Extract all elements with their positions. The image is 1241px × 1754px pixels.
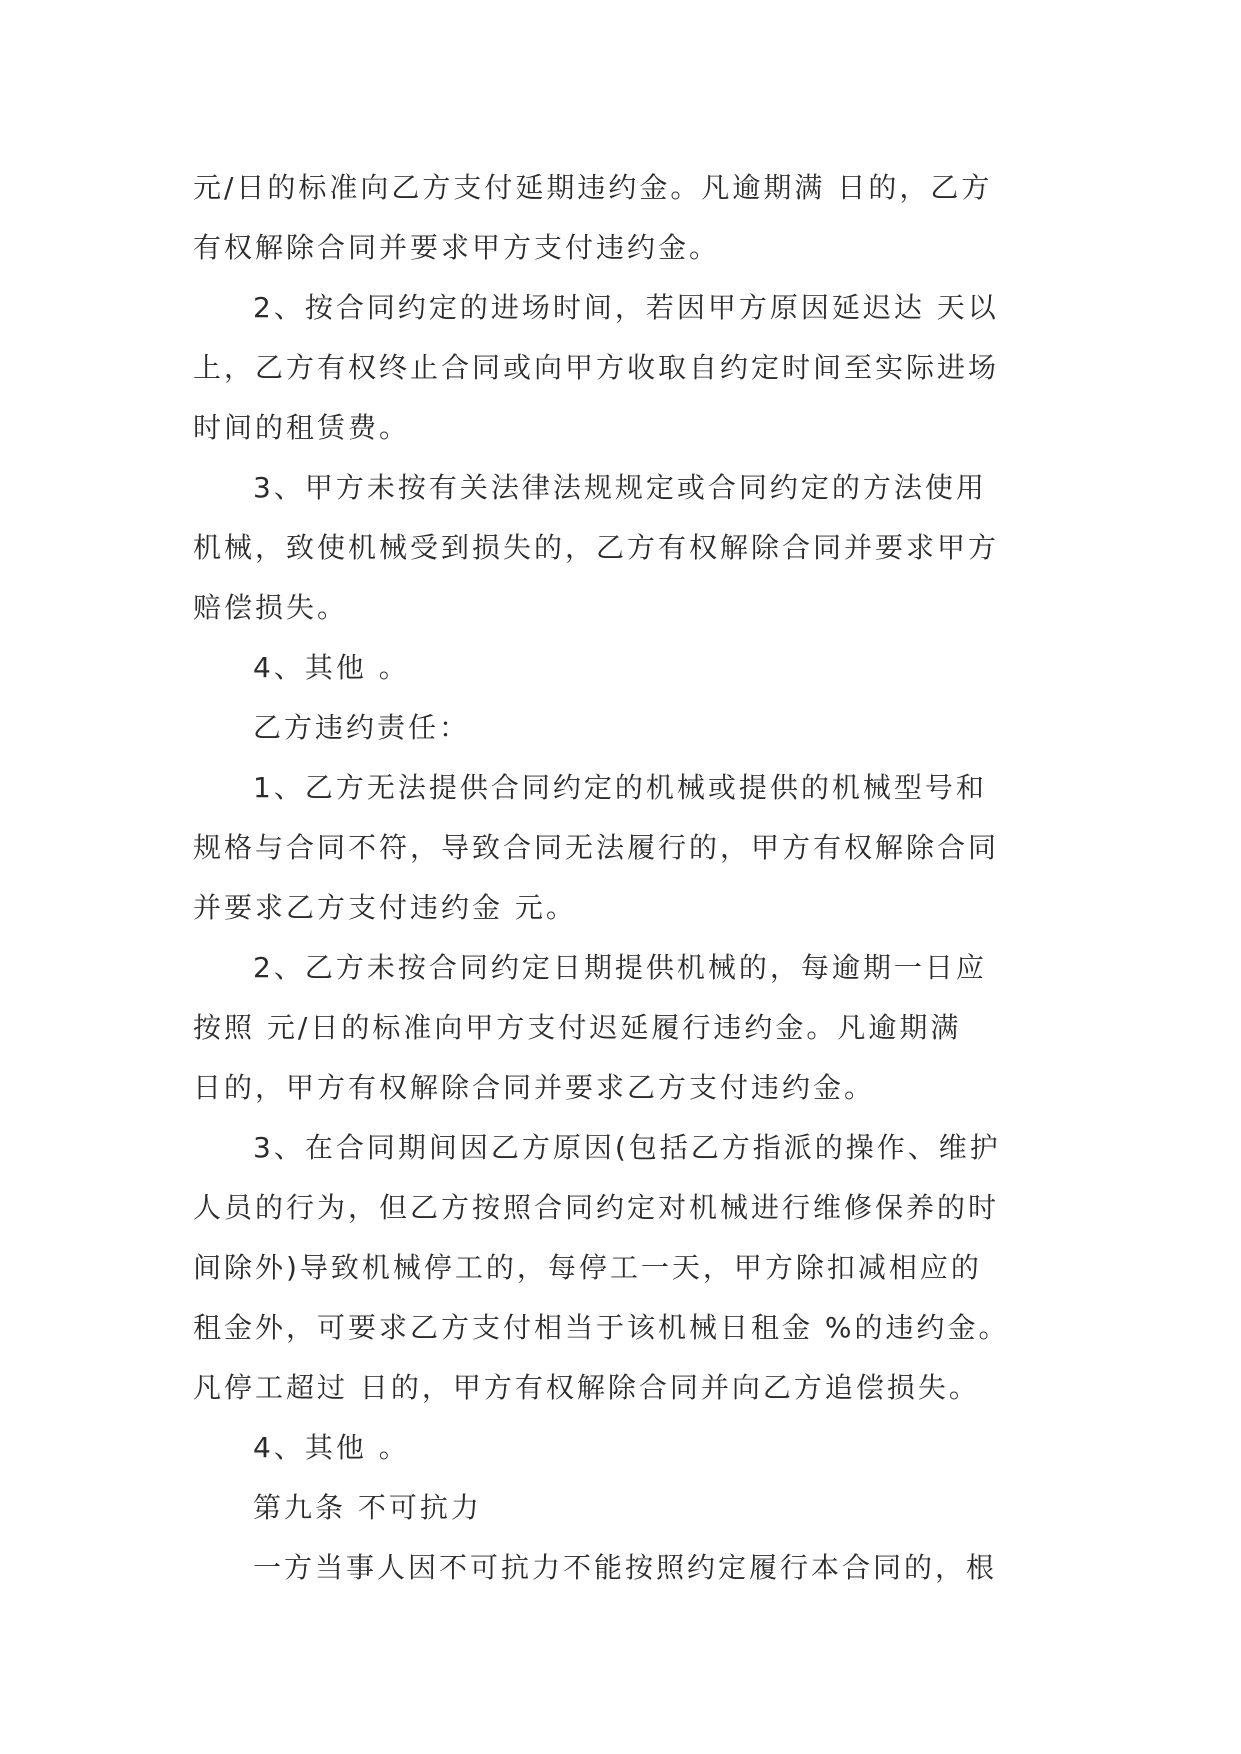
section-heading: 乙方违约责任： — [253, 711, 471, 744]
text-line: 并要求乙方支付违约金 元。 — [193, 891, 577, 924]
text-line: 凡停工超过 日的，甲方有权解除合同并向乙方追偿损失。 — [193, 1371, 980, 1404]
contract-body — [193, 158, 1073, 1598]
text-line: 人员的行为，但乙方按照合同约定对机械进行维修保养的时 — [193, 1191, 1000, 1224]
text-line: 按照 元/日的标准向甲方支付迟延履行违约金。凡逾期满 — [193, 1011, 962, 1044]
text-line: 1、乙方无法提供合同约定的机械或提供的机械型号和 — [253, 771, 987, 804]
text-line: 3、在合同期间因乙方原因(包括乙方指派的操作、维护 — [253, 1131, 1001, 1164]
article-heading: 第九条 不可抗力 — [253, 1491, 482, 1524]
text-line: 上，乙方有权终止合同或向甲方收取自约定时间至实际进场 — [193, 351, 1000, 384]
text-line: 2、按合同约定的进场时间，若因甲方原因延迟达 天以 — [253, 291, 999, 324]
text-line: 间除外)导致机械停工的，每停工一天，甲方除扣减相应的 — [193, 1251, 982, 1284]
text-line: 2、乙方未按合同约定日期提供机械的，每逾期一日应 — [253, 951, 987, 984]
text-line: 赔偿损失。 — [193, 591, 349, 624]
text-line: 4、其他 。 — [253, 651, 410, 684]
text-line: 时间的租赁费。 — [193, 411, 411, 444]
text-line: 3、甲方未按有关法律法规规定或合同约定的方法使用 — [253, 471, 987, 504]
text-line: 有权解除合同并要求甲方支付违约金。 — [193, 231, 721, 264]
text-line: 一方当事人因不可抗力不能按照约定履行本合同的，根 — [253, 1551, 998, 1584]
text-line: 租金外，可要求乙方支付相当于该机械日租金 %的违约金。 — [193, 1311, 1010, 1344]
text-line: 4、其他 。 — [253, 1431, 410, 1464]
text-line: 元/日的标准向乙方支付延期违约金。凡逾期满 日的，乙方 — [193, 171, 993, 204]
text-line: 日的，甲方有权解除合同并要求乙方支付违约金。 — [193, 1071, 876, 1104]
text-line: 规格与合同不符，导致合同无法履行的，甲方有权解除合同 — [193, 831, 1000, 864]
text-line: 机械，致使机械受到损失的，乙方有权解除合同并要求甲方 — [193, 531, 1000, 564]
